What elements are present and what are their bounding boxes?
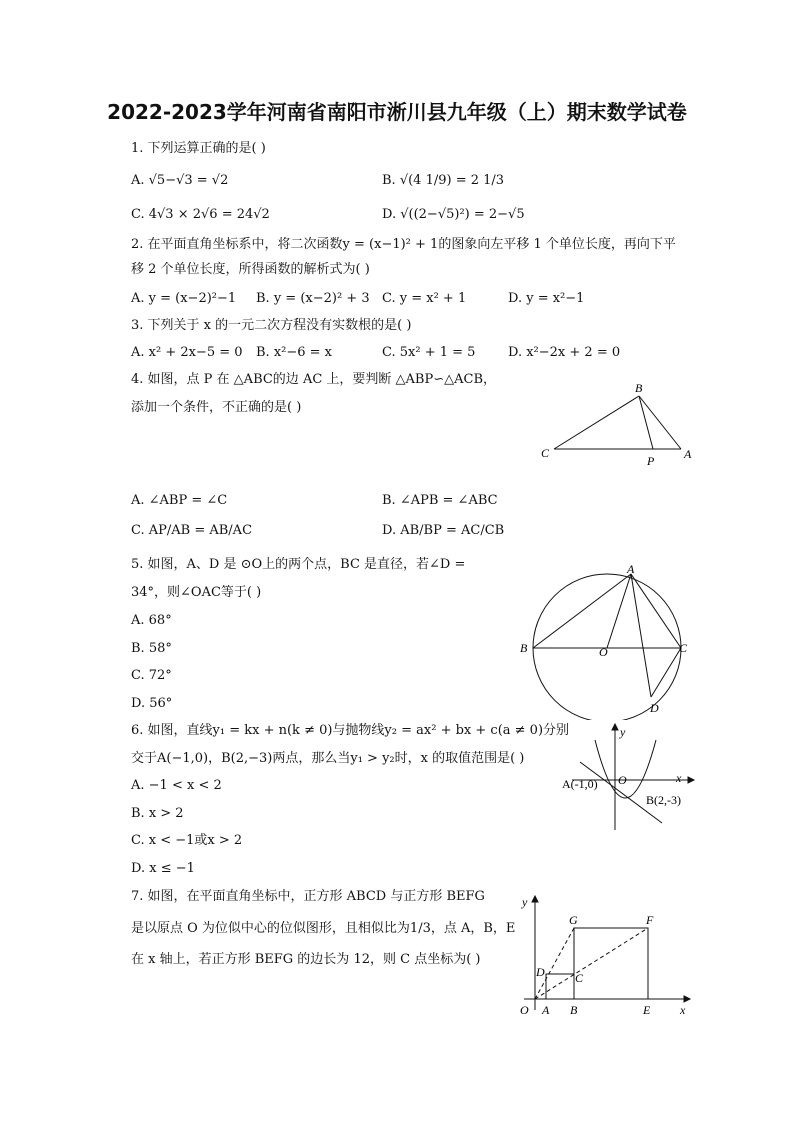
q1-stem: 1. 下列运算正确的是( ) bbox=[131, 141, 266, 156]
segment-ac bbox=[631, 574, 681, 648]
label-a: A bbox=[684, 447, 692, 461]
label-b: B bbox=[635, 381, 643, 395]
q6-option-d: D. x ≤ −1 bbox=[131, 861, 195, 876]
q6-stem-line1: 6. 如图，直线y₁ = kx + n(k ≠ 0)与抛物线y₂ = ax² + bx + c(a ≠ 0)分别 bbox=[131, 723, 570, 738]
q1-option-a: A. √5−√3 = √2 bbox=[131, 173, 229, 188]
square-abcd bbox=[546, 974, 574, 999]
label-y: y bbox=[522, 895, 528, 909]
segment-ao bbox=[607, 574, 631, 648]
square-befg bbox=[574, 928, 648, 999]
q6-option-b: B. x > 2 bbox=[131, 806, 184, 821]
label-c: C bbox=[541, 446, 550, 460]
segment-ad bbox=[631, 574, 651, 697]
x-axis-arrow bbox=[688, 777, 694, 783]
x-axis-arrow bbox=[684, 996, 690, 1002]
dashed-ray-o-g bbox=[535, 928, 574, 999]
y-axis-arrow bbox=[532, 896, 538, 902]
q4-stem-line1: 4. 如图，点 P 在 △ABC的边 AC 上，要判断 △ABP∽△ACB， bbox=[131, 372, 497, 387]
q5-option-d: D. 56° bbox=[131, 696, 173, 711]
q5-option-c: C. 72° bbox=[131, 668, 172, 683]
label-a: A bbox=[627, 562, 635, 576]
y-axis-arrow bbox=[612, 724, 618, 730]
label-b: B bbox=[570, 1003, 578, 1017]
label-f: F bbox=[646, 913, 654, 927]
q3-option-b: B. x²−6 = x bbox=[256, 345, 333, 360]
dashed-ray-o-f bbox=[535, 928, 648, 999]
label-c: C bbox=[575, 971, 584, 985]
q2-stem-line1: 2. 在平面直角坐标系中，将二次函数y = (x−1)² + 1的图象向左平移 1 个单位长度，再向下平 bbox=[131, 237, 676, 252]
q6-stem-line2: 交于A(−1,0)，B(2,−3)两点，那么当y₁ > y₂时，x 的取值范围是( ) bbox=[131, 751, 525, 766]
q1-option-d: D. √((2−√5)²) = 2−√5 bbox=[382, 207, 525, 222]
label-g: G bbox=[569, 913, 578, 927]
q1-option-c: C. 4√3 × 2√6 = 24√2 bbox=[131, 207, 270, 222]
q3-option-a: A. x² + 2x−5 = 0 bbox=[131, 345, 243, 360]
label-p: P bbox=[647, 454, 655, 468]
segment-ab bbox=[533, 574, 631, 648]
label-b: B bbox=[520, 641, 528, 655]
q4-option-a: A. ∠ABP = ∠C bbox=[131, 493, 228, 508]
label-y: y bbox=[620, 725, 626, 739]
segment-ba bbox=[639, 396, 681, 449]
q7-stem-line2: 是以原点 O 为位似中心的位似图形，且相似比为1/3，点 A，B，E bbox=[131, 921, 516, 936]
q2-stem-line2: 移 2 个单位长度，所得函数的解析式为( ) bbox=[131, 262, 370, 277]
q2-option-b: B. y = (x−2)² + 3 bbox=[256, 291, 370, 306]
label-point-a: A(-1,0) bbox=[562, 777, 598, 791]
q1-option-b: B. √(4 1/9) = 2 1/3 bbox=[382, 173, 505, 188]
q6-option-c: C. x < −1或x > 2 bbox=[131, 833, 243, 848]
label-d: D bbox=[650, 701, 659, 715]
q5-option-b: B. 58° bbox=[131, 641, 172, 656]
label-x: x bbox=[676, 771, 682, 785]
q2-option-d: D. y = x²−1 bbox=[508, 291, 585, 306]
q7-stem-line1: 7. 如图，在平面直角坐标中，正方形 ABCD 与正方形 BEFG bbox=[131, 889, 485, 904]
segment-bp bbox=[639, 396, 653, 449]
q3-stem: 3. 下列关于 x 的一元二次方程没有实数根的是( ) bbox=[131, 318, 412, 333]
q5-option-a: A. 68° bbox=[131, 613, 172, 628]
label-o: O bbox=[520, 1003, 529, 1017]
q4-stem-line2: 添加一个条件，不正确的是( ) bbox=[131, 400, 302, 415]
q5-stem-line2: 34°，则∠OAC等于( ) bbox=[131, 585, 262, 600]
q3-option-d: D. x²−2x + 2 = 0 bbox=[508, 345, 621, 360]
q6-option-a: A. −1 < x < 2 bbox=[131, 778, 222, 793]
q3-option-c: C. 5x² + 1 = 5 bbox=[382, 345, 476, 360]
label-x: x bbox=[680, 1003, 686, 1017]
label-e: E bbox=[643, 1003, 651, 1017]
page-title: 2022-2023学年河南省南阳市淅川县九年级（上）期末数学试卷 bbox=[107, 100, 687, 124]
label-c: C bbox=[679, 641, 688, 655]
segment-cb bbox=[554, 396, 639, 449]
q4-triangle-figure bbox=[536, 380, 706, 470]
q6-graph-figure bbox=[558, 722, 708, 834]
label-o: O bbox=[618, 773, 627, 787]
parabola-y2 bbox=[595, 740, 656, 798]
q2-option-c: C. y = x² + 1 bbox=[382, 291, 467, 306]
q5-stem-line1: 5. 如图，A、D 是 ⊙O上的两个点，BC 是直径，若∠D = bbox=[131, 557, 466, 572]
q2-option-a: A. y = (x−2)²−1 bbox=[131, 291, 237, 306]
label-point-b: B(2,-3) bbox=[646, 793, 681, 807]
label-o: O bbox=[599, 645, 608, 659]
label-d: D bbox=[536, 965, 545, 979]
q5-circle-figure bbox=[514, 560, 704, 720]
label-a: A bbox=[542, 1003, 550, 1017]
q7-squares-figure bbox=[512, 890, 694, 1020]
q4-option-b: B. ∠APB = ∠ABC bbox=[382, 493, 498, 508]
q4-option-d: D. AB/BP = AC/CB bbox=[382, 523, 505, 538]
q7-stem-line3: 在 x 轴上，若正方形 BEFG 的边长为 12，则 C 点坐标为( ) bbox=[131, 952, 481, 967]
q4-option-c: C. AP/AB = AB/AC bbox=[131, 523, 253, 538]
